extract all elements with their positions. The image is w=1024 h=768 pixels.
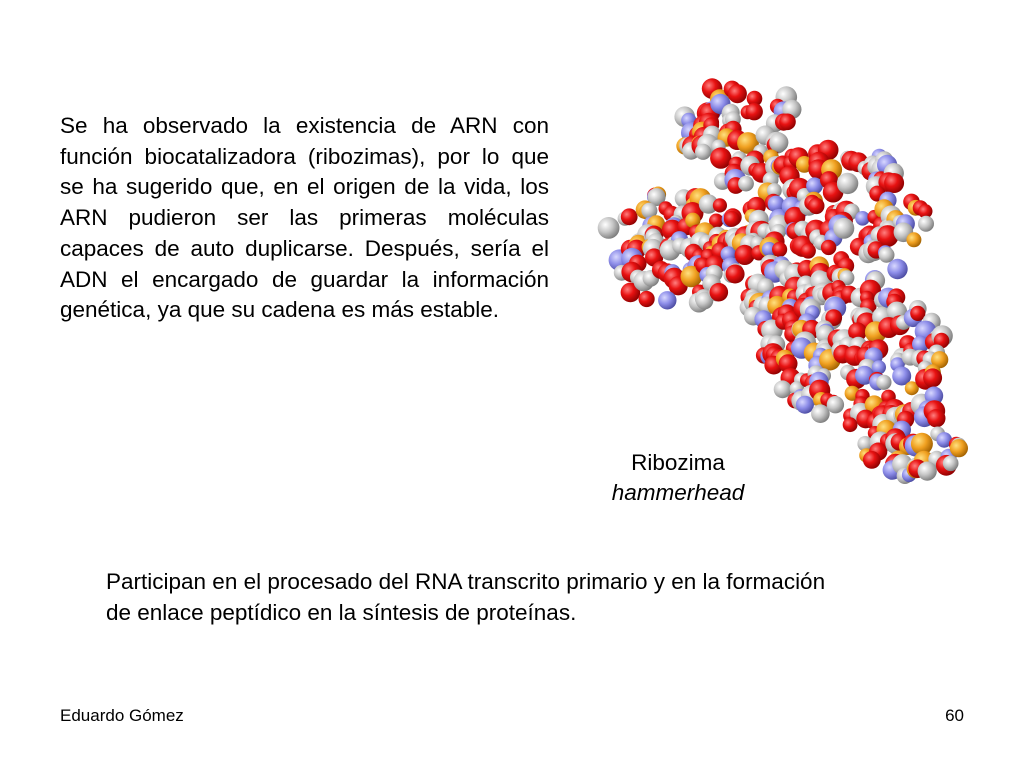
caption-title: Ribozima	[631, 450, 725, 475]
footer-author: Eduardo Gómez	[60, 706, 184, 725]
body-paragraph: Se ha observado la existencia de ARN con función biocatalizadora (ribozimas), por lo que se ha sugerido que, en el origen de la vida, los ARN pudieron ser las primeras moléculas capaces de auto duplicarse. Después, sería el ADN el encargado de guardar la información genética, ya que su cadena es más estable.	[60, 113, 549, 323]
caption-subtitle: hammerhead	[611, 480, 745, 505]
page-number: 60	[945, 706, 964, 725]
ribozyme-molecule-image	[592, 62, 982, 494]
bottom-statement: Participan en el procesado del RNA transcrito primario y en la formación de enlace peptídico en la síntesis de proteínas.	[106, 569, 826, 625]
image-caption	[600, 448, 756, 508]
